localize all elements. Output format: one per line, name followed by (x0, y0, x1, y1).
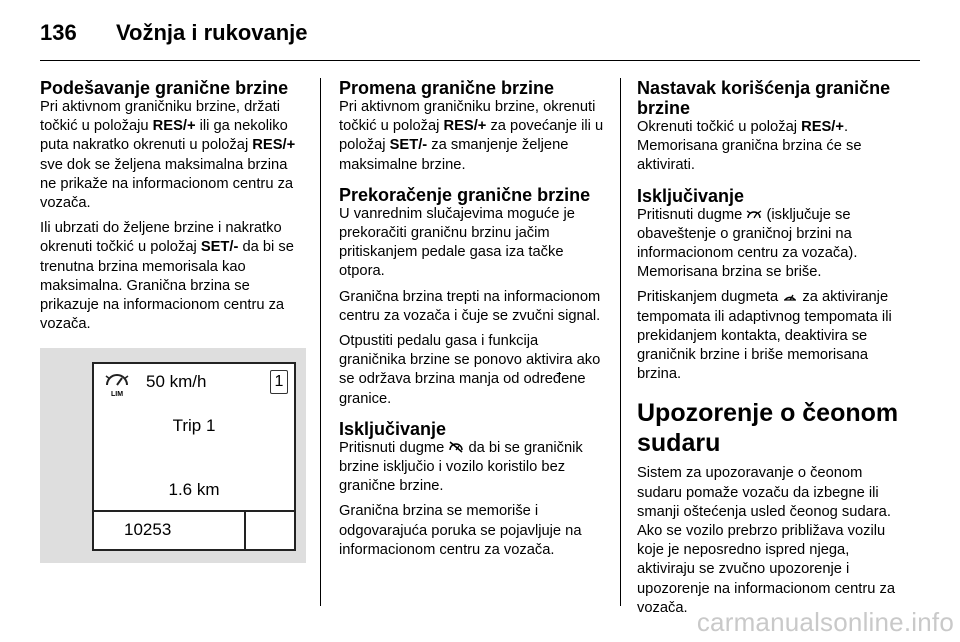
paragraph-off-2: Granična brzina se memoriše i odgovarajuća poruka se pojavljuje na informacionom centru za vozača. (339, 503, 582, 558)
text-span: Pritisnuti dugme (637, 206, 747, 223)
page-header (40, 20, 308, 50)
cruise-control-icon (782, 289, 798, 303)
speed-limiter-icon (746, 207, 762, 221)
control-label: RES/+ (152, 118, 196, 135)
trip-name: Trip 1 (172, 416, 216, 436)
heading-switch-off-2: Isključivanje (637, 185, 745, 206)
paragraph-off-3 (637, 206, 907, 283)
control-label: SET/- (200, 239, 239, 256)
display-screen (92, 362, 296, 551)
paragraph-exceed-3: Otpustiti pedalu gasa i funkcija graničnika brzine se ponovo aktivira ako se održava brzina manja od određene granice. (339, 333, 601, 407)
display-bottom-row (94, 510, 294, 549)
paragraph-off-1 (339, 439, 605, 497)
trip-distance: 1.6 km (168, 480, 220, 500)
heading-switch-off: Isključivanje (339, 418, 447, 439)
limiter-off-icon (448, 440, 464, 454)
limiter-label: LIM (110, 391, 124, 399)
display-top-row (94, 364, 294, 402)
text-span: (isključuje se obaveštenje o graničnoj brzini na informacionom centru za vozača). Memorisana brzina se briše. (637, 206, 858, 281)
page-number: 136 (40, 20, 77, 45)
text-span: za aktiviranje tempomata ili adaptivnog tempomata ili prekidanjem kontakta, deaktivira se graničnik brzine i briše memorisana brzina. (637, 289, 892, 383)
trip-indicator-icon: 1 (270, 370, 288, 394)
odometer-value: 10253 (124, 520, 172, 540)
control-label: SET/- (389, 137, 428, 154)
heading-forward-collision: Upozorenje o čeonom sudaru (637, 399, 899, 458)
header-rule (40, 60, 920, 61)
text-span: sve dok se željena maksimalna brzina ne prikaže na informacionom centru za vozača. (40, 156, 294, 212)
text-span: Pritisnuti dugme (339, 439, 449, 456)
column-1 (40, 78, 306, 563)
text-span: za smanjenje željene maksimalne brzine. (339, 137, 569, 173)
text-span: Ili ubrzati do željene brzine i nakratko okrenuti točkić u položaj (40, 220, 282, 256)
control-label: RES/+ (801, 119, 844, 135)
text-span: za povećanje ili u položaj (339, 118, 604, 154)
text-span: da bi se graničnik brzine isključio i vozilo koristilo bez granične brzine. (339, 439, 583, 495)
paragraph-off-4 (637, 288, 907, 384)
watermark: carmanualsonline.info (696, 607, 954, 637)
column-divider-2 (620, 78, 621, 606)
heading-resume-limit: Nastavak korišćenja granične brzine (637, 78, 891, 118)
heading-adjust-limit: Podešavanje granične brzine (40, 78, 289, 98)
driver-info-display-illustration (40, 348, 306, 563)
text-span: Pri aktivnom graničniku brzine, okrenuti točkić u položaj (339, 99, 596, 135)
text-span: Pri aktivnom graničniku brzine, držati točkić u položaju (40, 99, 280, 135)
paragraph-adjust-1 (40, 98, 306, 213)
section-title: Vožnja i rukovanje (116, 20, 308, 45)
heading-change-limit: Promena granične brzine (339, 78, 555, 98)
text-span: Pritiskanjem dugmeta (637, 289, 783, 306)
control-label: RES/+ (443, 118, 487, 135)
heading-exceed-limit: Prekoračenje granične brzine (339, 184, 591, 205)
paragraph-resume-1 (637, 118, 907, 176)
text-span: Okrenuti točkić u položaj (637, 119, 802, 135)
column-2 (339, 78, 605, 566)
paragraph-exceed-1: U vanrednim slučajevima moguće je prekoračiti graničnu brzinu jačim pritiskanjem pedale gasa iza tačke otpora. (339, 205, 575, 280)
text-span: . Memorisana granična brzina će se aktivirati. (637, 119, 862, 174)
text-span: ili ga nekoliko puta nakratko okrenuti u položaj (40, 118, 288, 154)
column-3 (637, 78, 907, 624)
paragraph-collision-1: Sistem za upozoravanje o čeonom sudaru pomaže vozaču da izbegne ili smanji oštećenja usled čeonog sudara. Ako se vozilo prebrzo približava vozilu koje je neposredno ispred njega, aktiviraju se zvučno upozorenje i upozorenje na informacionom centru za vozača. (637, 465, 895, 616)
speed-limiter-lim-icon (102, 368, 132, 398)
paragraph-change-1 (339, 98, 605, 175)
bottom-divider (244, 512, 246, 549)
paragraph-exceed-2: Granična brzina trepti na informacionom centru za vozača i čuje se zvučni signal. (339, 288, 601, 324)
text-span: da bi se trenutna brzina memorisala kao maksimalna. Granična brzina se prikazuje na informacionom centru za vozača. (40, 239, 294, 333)
paragraph-adjust-2 (40, 219, 306, 334)
control-label: RES/+ (252, 137, 296, 154)
column-divider-1 (320, 78, 321, 606)
speed-value: 50 km/h (146, 372, 207, 392)
